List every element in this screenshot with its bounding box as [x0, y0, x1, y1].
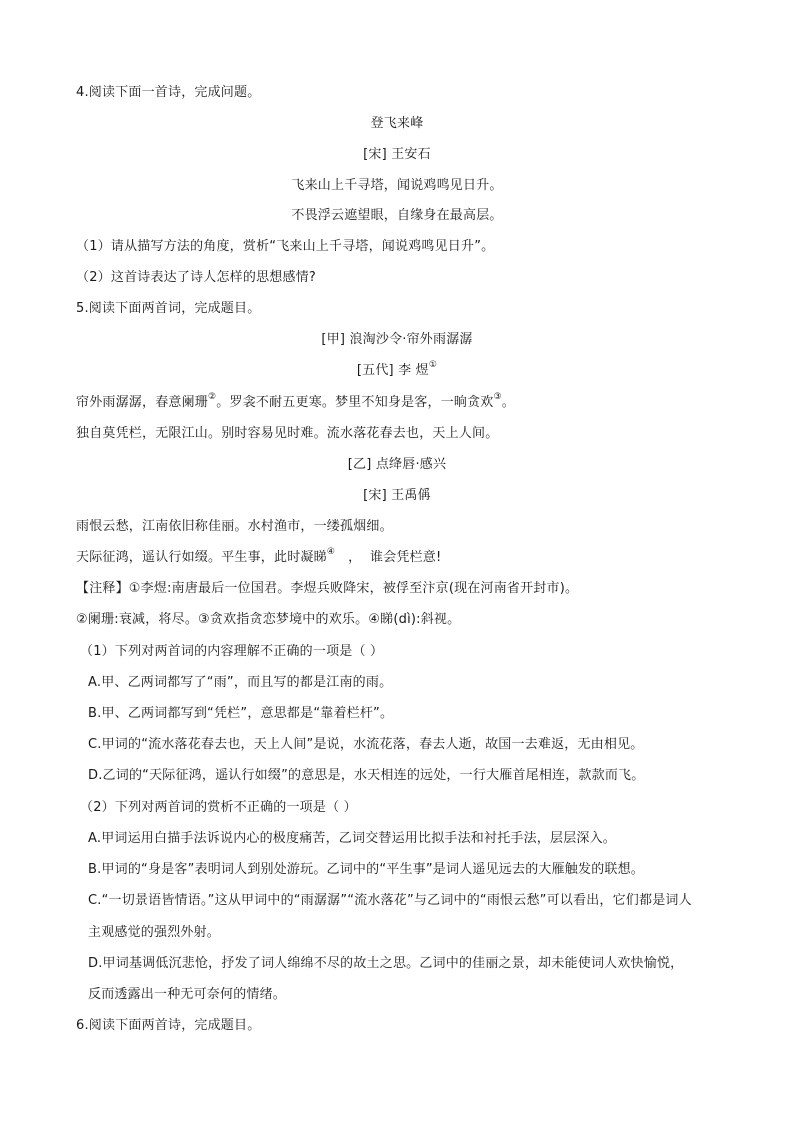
question-5-sub-1: （1）下列对两首词的内容理解不正确的一项是（ ）	[80, 644, 384, 659]
poem-author: [宋] 王安石	[363, 147, 431, 162]
poem-title: 登飞来峰	[370, 116, 424, 131]
poem-a-text: 。罗衾不耐五更寒。梦里不知身是客，一晌贪欢	[216, 395, 494, 410]
notes-line-1: 【注释】①李煜:南唐最后一位国君。李煜兵败降宋，被俘至汴京(现在河南省开封市)。	[76, 581, 579, 596]
poem-a-author	[0, 359, 794, 380]
question-4-heading: 4.阅读下面一首诗，完成问题。	[76, 85, 261, 100]
option-b: B.甲词的“身是客”表明词人到别处游玩。乙词中的“平生事”是词人遥见远去的大雁触发的联想。	[88, 862, 644, 877]
poem-b-line-2	[76, 546, 442, 567]
footnote-marker: ②	[208, 391, 217, 402]
question-5-heading: 5.阅读下面两首词，完成题目。	[76, 301, 261, 316]
notes-line-2: ②阑珊:衰减，将尽。③贪欢指贪恋梦境中的欢乐。④睇(dì):斜视。	[76, 612, 461, 627]
option-c-continued: 主观感觉的强烈外射。	[88, 925, 221, 940]
footnote-marker: ①	[428, 359, 438, 370]
poem-b-author: [宋] 王禹偁	[363, 488, 431, 503]
option-a: A.甲词运用白描手法诉说内心的极度痛苦，乙词交替运用比拟手法和衬托手法，层层深入。	[88, 831, 616, 846]
option-c: C.“一切景语皆情语。”这从甲词中的“雨潺潺”“流水落花”与乙词中的“雨恨云愁”可以看出，它们都是词人	[88, 893, 692, 908]
poem-a-line-1	[76, 391, 515, 412]
poem-b-text: 天际征鸿，遥认行如缀。平生事，此时凝睇	[76, 550, 327, 565]
poem-b-text: ， 谁会凭栏意!	[335, 550, 442, 565]
question-6-heading: 6.阅读下面两首诗，完成题目。	[76, 1018, 261, 1033]
option-c: C.甲词的“流水落花春去也，天上人间”是说，水流花落，春去人逝，故国一去难返，无由相见。	[88, 737, 644, 752]
option-a: A.甲、乙两词都写了“雨”，而且写的都是江南的雨。	[88, 675, 393, 690]
option-d: D.乙词的“天际征鸿，遥认行如缀”的意思是，水天相连的远处，一行大雁首尾相连，款款而飞。	[88, 768, 645, 783]
poem-a-text: 。	[501, 395, 515, 410]
option-d-continued: 反而透露出一种无可奈何的情绪。	[88, 987, 287, 1002]
poem-b-line-1: 雨恨云愁，江南依旧称佳丽。水村渔市，一缕孤烟细。	[76, 519, 393, 534]
poem-a-title: [甲] 浪淘沙令·帘外雨潺潺	[321, 332, 473, 347]
option-b: B.甲、乙两词都写到“凭栏”，意思都是“靠着栏杆”。	[88, 706, 394, 721]
poem-a-author-name: [五代] 李 煜	[356, 363, 429, 378]
poem-a-text: 帘外雨潺潺，春意阑珊	[76, 395, 209, 410]
poem-line-1: 飞来山上千寻塔，闻说鸡鸣见日升。	[291, 178, 503, 193]
option-d: D.甲词基调低沉悲怆，抒发了词人绵绵不尽的故土之思。乙词中的佳丽之景，却未能使词人欢快愉悦，	[88, 956, 684, 971]
poem-b-title: [乙] 点绛唇·感兴	[347, 457, 447, 472]
poem-a-line-2: 独自莫凭栏，无限江山。别时容易见时难。流水落花春去也，天上人间。	[76, 426, 499, 441]
question-5-sub-2: （2）下列对两首词的赏析不正确的一项是（ ）	[80, 800, 357, 815]
footnote-marker: ③	[493, 391, 502, 402]
question-4-sub-2: （2）这首诗表达了诗人怎样的思想感情?	[76, 270, 316, 285]
question-4-sub-1: （1）请从描写方法的角度，赏析“飞来山上千寻塔，闻说鸡鸣见日升”。	[76, 239, 495, 254]
poem-line-2: 不畏浮云遮望眼，自缘身在最高层。	[291, 208, 503, 223]
footnote-marker: ④	[326, 546, 336, 557]
